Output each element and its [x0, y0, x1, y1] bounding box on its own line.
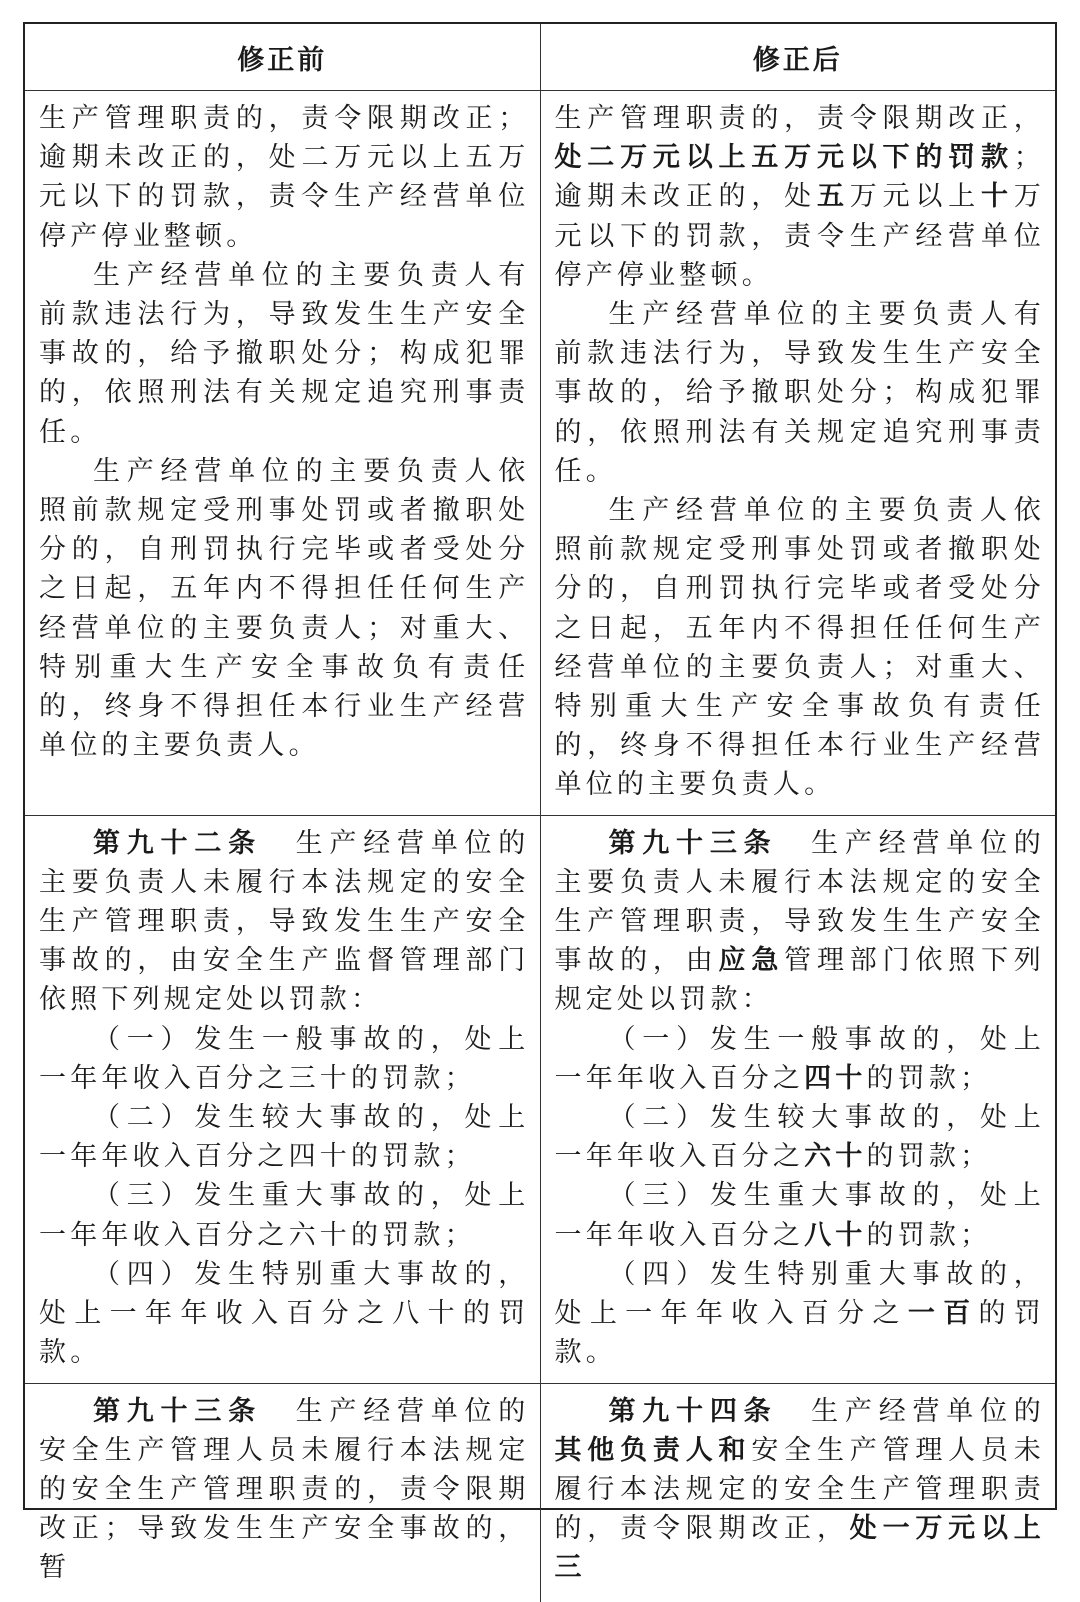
paragraph [555, 1176, 1046, 1254]
text-segment: 生产管理职责的，责令限期改正；逾期未改正的，处二万元以上五万元以下的罚款，责令生产经营单位停产停业整顿。 [39, 103, 530, 252]
paragraph [39, 824, 530, 1020]
comparison-table [25, 24, 1055, 1602]
text-segment: 生产经营单位的主要负责人有前款违法行为，导致发生生产安全事故的，给予撤职处分；构成犯罪的，依照刑法有关规定追究刑事责任。 [39, 259, 530, 448]
paragraph [555, 1020, 1046, 1098]
paragraph [39, 99, 530, 256]
amended-text: 六十 [804, 1141, 867, 1173]
paragraph [39, 1392, 530, 1588]
header-row [25, 24, 1055, 91]
table-row [25, 1383, 1055, 1602]
text-segment: 生产管理职责的，责令限期改正， [554, 103, 1045, 134]
text-segment: （一）发生一般事故的，处上一年年收入百分之 [554, 1023, 1045, 1094]
paragraph [555, 1255, 1046, 1373]
header-after: 修正后 [540, 24, 1055, 91]
table-body [25, 91, 1055, 1602]
text-segment: （四）发生特别重大事故的，处上一年年收入百分之八十的罚款。 [39, 1258, 530, 1369]
cell-after [540, 815, 1055, 1383]
amended-text: 处二万元以上五万元以下的罚款 [554, 142, 1014, 174]
paragraph [555, 491, 1046, 805]
text-segment: ；逾期未改正的，处 [554, 142, 1045, 213]
text-segment: 生产经营单位的主要负责人有前款违法行为，导致发生生产安全事故的，给予撤职处分；构成犯罪的，依照刑法有关规定追究刑事责任。 [554, 299, 1045, 487]
text-segment: 的罚款； [866, 1219, 992, 1251]
amended-text: 第九十二条 [93, 827, 262, 859]
paragraph [555, 1098, 1046, 1176]
text-segment: 的罚款。 [554, 1298, 1046, 1369]
text-segment: 万元以下的罚款，责令生产经营单位停产停业整顿。 [554, 181, 1046, 291]
text-segment: 安全生产管理人员未履行本法规定的安全生产管理职责的，责令限期改正， [554, 1434, 1045, 1545]
text-segment: （一）发生一般事故的，处上一年年收入百分之三十的罚款； [39, 1023, 530, 1094]
comparison-table-frame [23, 22, 1057, 1584]
cell-before [25, 815, 540, 1383]
text-segment: （四）发生特别重大事故的，处上一年年收入百分之 [554, 1258, 1045, 1330]
text-segment: 生产经营单位的主要负责人未履行本法规定的安全生产管理职责，导致发生生产安全事故的，由 [554, 827, 1045, 977]
text-segment: 万元以上 [849, 181, 981, 213]
cell-before [25, 91, 540, 816]
paragraph [39, 1098, 530, 1176]
amended-text: 其他负责人和 [554, 1434, 752, 1466]
text-segment: 的罚款； [866, 1062, 992, 1094]
paragraph [555, 1392, 1046, 1588]
amended-text: 一百 [907, 1298, 979, 1330]
amended-text: 五 [816, 181, 850, 213]
amended-text: 八十 [804, 1219, 867, 1251]
amended-text: 四十 [804, 1062, 867, 1094]
paragraph [39, 452, 530, 766]
amended-text: 第九十三条 [93, 1395, 262, 1427]
text-segment: 管理部门依照下列规定处以罚款： [554, 945, 1045, 1016]
paragraph [39, 1020, 530, 1098]
text-segment: 生产经营单位的主要负责人依照前款规定受刑事处罚或者撤职处分的，自刑罚执行完毕或者受处分之日起，五年内不得担任任何生产经营单位的主要负责人；对重大、特别重大生产安全事故负有责任的，终身不得担任本行业生产经营单位的主要负责人。 [39, 455, 530, 762]
amended-text: 应急 [718, 945, 785, 977]
text-segment: 生产经营单位的安全生产管理人员未履行本法规定的安全生产管理职责的，责令限期改正；导致发生生产安全事故的，暂 [39, 1395, 530, 1584]
text-segment: （三）发生重大事故的，处上一年年收入百分之 [554, 1180, 1045, 1251]
paragraph [39, 1176, 530, 1254]
amended-text: 第九十四条 [608, 1395, 778, 1427]
paragraph [39, 1255, 530, 1373]
amended-text: 处一万元以上三 [554, 1513, 1045, 1584]
amended-text: 第九十三条 [608, 827, 778, 859]
text-segment: （二）发生较大事故的，处上一年年收入百分之 [554, 1102, 1045, 1173]
paragraph [555, 824, 1046, 1020]
paragraph [555, 99, 1046, 295]
text-segment: 生产经营单位的主要负责人未履行本法规定的安全生产管理职责，导致发生生产安全事故的，由安全生产监督管理部门依照下列规定处以罚款： [39, 827, 530, 1016]
paragraph [555, 295, 1046, 491]
cell-after [540, 1383, 1055, 1602]
text-segment: （二）发生较大事故的，处上一年年收入百分之四十的罚款； [39, 1102, 530, 1173]
text-segment: 的罚款； [866, 1141, 992, 1173]
paragraph [39, 256, 530, 452]
header-before: 修正前 [25, 24, 540, 91]
cell-after [540, 91, 1055, 816]
text-segment: 生产经营单位的 [777, 1395, 1045, 1427]
cell-before [25, 1383, 540, 1602]
text-segment: （三）发生重大事故的，处上一年年收入百分之六十的罚款； [39, 1180, 530, 1251]
text-segment: 生产经营单位的主要负责人依照前款规定受刑事处罚或者撤职处分的，自刑罚执行完毕或者受处分之日起，五年内不得担任任何生产经营单位的主要负责人；对重大、特别重大生产安全事故负有责任的，终身不得担任本行业生产经营单位的主要负责人。 [554, 495, 1045, 801]
amended-text: 十 [981, 181, 1014, 213]
table-row [25, 815, 1055, 1383]
table-row [25, 91, 1055, 816]
